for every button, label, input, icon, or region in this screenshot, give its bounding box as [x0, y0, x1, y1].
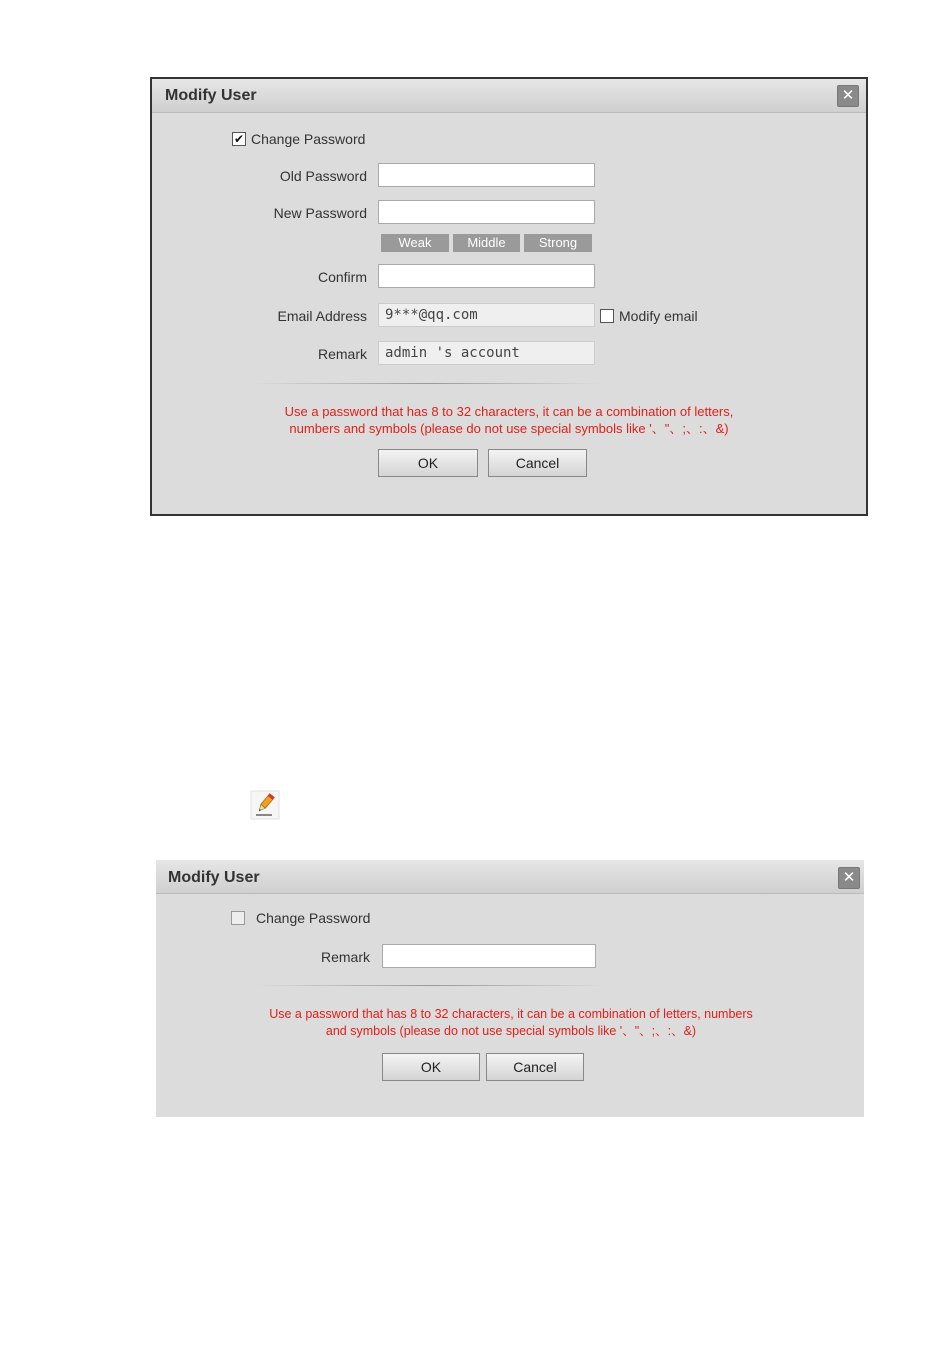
password-hint-line2: numbers and symbols (please do not use special symbols like '、"、;、:、&): [289, 421, 729, 436]
modify-email-label: Modify email: [619, 308, 698, 324]
dialog-title: Modify User: [165, 87, 257, 104]
new-password-input[interactable]: [378, 200, 595, 224]
cancel-button[interactable]: Cancel: [486, 1053, 584, 1081]
modify-user-dialog-2: [156, 860, 864, 1117]
cancel-button[interactable]: Cancel: [488, 449, 587, 477]
strength-strong: Strong: [524, 234, 592, 252]
ok-button[interactable]: OK: [382, 1053, 480, 1081]
new-password-label: New Password: [273, 205, 367, 221]
confirm-label: Confirm: [317, 269, 367, 285]
confirm-password-input[interactable]: [378, 264, 595, 288]
password-hint-line1: Use a password that has 8 to 32 characters, it can be a combination of letters,: [284, 404, 734, 419]
modify-email-checkbox[interactable]: [600, 309, 614, 323]
divider: [256, 985, 606, 986]
divider: [252, 383, 602, 384]
change-password-label: Change Password: [251, 131, 366, 147]
pencil-edit-icon[interactable]: [250, 790, 280, 820]
dialog-title-bar[interactable]: [156, 860, 864, 894]
strength-weak: Weak: [381, 234, 449, 252]
ok-button[interactable]: OK: [378, 449, 478, 477]
change-password-checkbox[interactable]: ✔: [233, 132, 245, 146]
change-password-label: Change Password: [256, 910, 371, 926]
close-icon[interactable]: ✕: [837, 85, 859, 107]
dialog-title: Modify User: [168, 869, 260, 886]
change-password-checkbox[interactable]: [231, 911, 245, 925]
old-password-label: Old Password: [279, 168, 367, 184]
password-hint: [206, 1006, 816, 1040]
password-hint-line1: Use a password that has 8 to 32 characters, it can be a combination of letters, numbers: [269, 1007, 753, 1021]
remark-label: Remark: [320, 949, 370, 965]
dialog-title-bar[interactable]: [152, 79, 866, 113]
close-icon[interactable]: ✕: [838, 867, 860, 889]
email-field[interactable]: 9***@qq.com: [378, 303, 595, 327]
email-label: Email Address: [277, 308, 367, 324]
remark-label: Remark: [317, 346, 367, 362]
remark-input[interactable]: [382, 944, 596, 968]
old-password-input[interactable]: [378, 163, 595, 187]
remark-input[interactable]: admin 's account: [378, 341, 595, 365]
modify-user-dialog: [150, 77, 868, 516]
strength-middle: Middle: [453, 234, 520, 252]
password-hint-line2: and symbols (please do not use special symbols like '、"、;、:、&): [325, 1024, 697, 1038]
password-hint: [162, 403, 856, 437]
